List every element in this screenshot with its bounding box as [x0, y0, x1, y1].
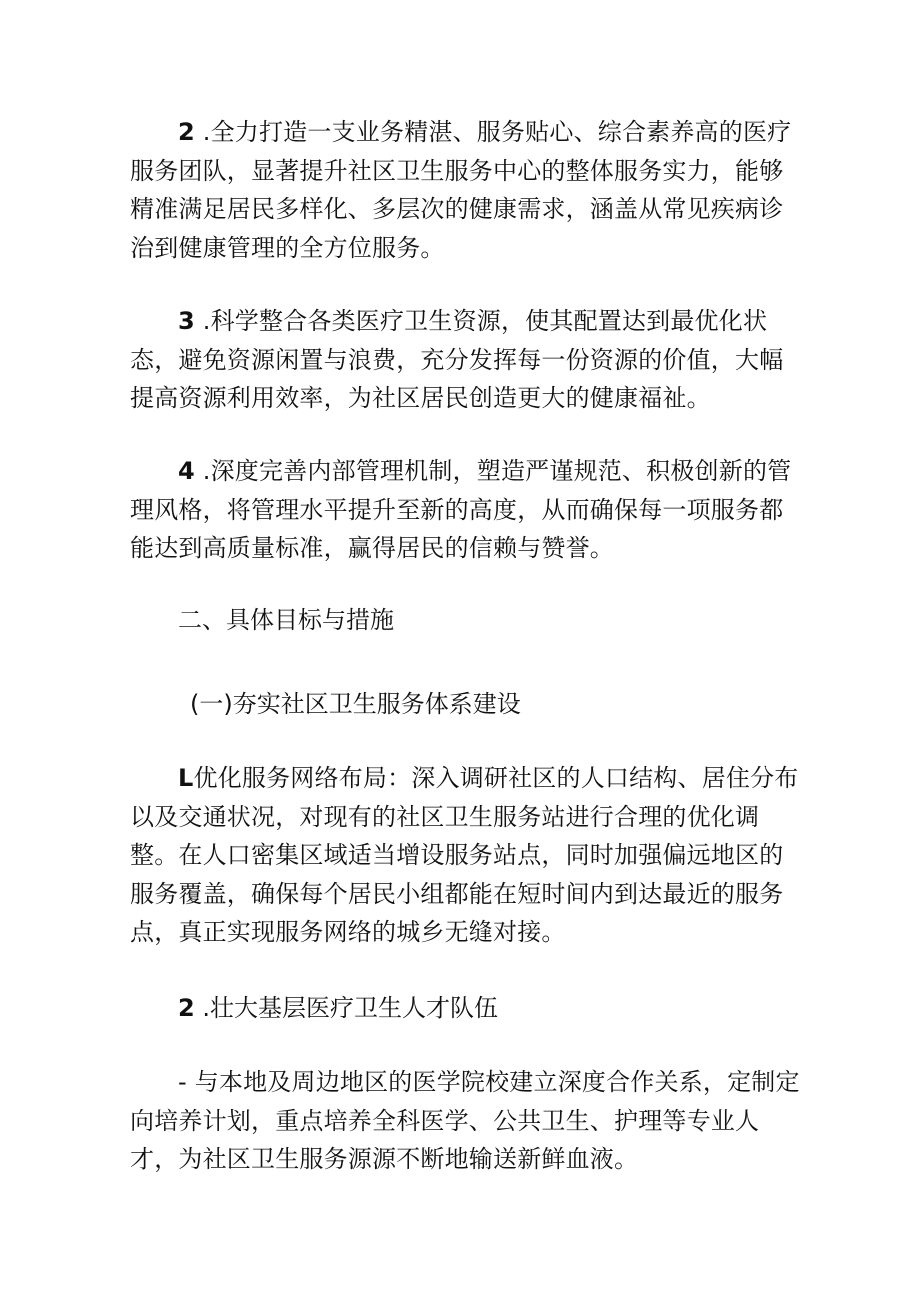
- bullet-dash: -: [178, 1068, 187, 1096]
- paragraph-number: 4: [178, 457, 195, 485]
- section-heading: 二、具体目标与措施: [178, 606, 394, 634]
- paragraph-text: .深度完善内部管理机制，塑造严谨规范、积极创新的管理风格，将管理水平提升至新的高度，从而确保每一项服务都能达到高质量标准，赢得居民的信赖与赞誉。: [130, 457, 792, 562]
- paragraph-number: 2: [178, 118, 195, 146]
- paragraph-4: [130, 452, 800, 568]
- paragraph-number: 3: [178, 307, 195, 335]
- item-optimize-network: [130, 759, 800, 952]
- subsection-heading: (一)夯实社区卫生服务体系建设: [190, 690, 521, 718]
- item-text: .壮大基层医疗卫生人才队伍: [194, 994, 498, 1022]
- item-number: 2: [178, 994, 195, 1022]
- paragraph-3: [130, 302, 800, 418]
- bullet-paragraph: [130, 1063, 800, 1179]
- bullet-text: 与本地及周边地区的医学院校建立深度合作关系，定制定向培养计划，重点培养全科医学、公共卫生、护理等专业人才，为社区卫生服务源源不断地输送新鲜血液。: [130, 1068, 800, 1173]
- paragraph-2: [130, 113, 800, 267]
- item-number: L: [178, 764, 194, 792]
- item-text: 优化服务网络布局：深入调研社区的人口结构、居住分布以及交通状况，对现有的社区卫生服务站进行合理的优化调整。在人口密集区域适当增设服务站点，同时加强偏远地区的服务覆盖，确保每个居民小组都能在短时间内到达最近的服务点，真正实现服务网络的城乡无缝对接。: [130, 764, 799, 946]
- paragraph-text: .科学整合各类医疗卫生资源，使其配置达到最优化状态，避免资源闲置与浪费，充分发挥每一份资源的价值，大幅提高资源利用效率，为社区居民创造更大的健康福祉。: [130, 307, 784, 412]
- paragraph-text: .全力打造一支业务精湛、服务贴心、综合素养高的医疗服务团队，显著提升社区卫生服务中心的整体服务实力，能够精准满足居民多样化、多层次的健康需求，涵盖从常见疾病诊治到健康管理的全方位服务。: [130, 118, 792, 262]
- item-talent-heading: [178, 989, 498, 1027]
